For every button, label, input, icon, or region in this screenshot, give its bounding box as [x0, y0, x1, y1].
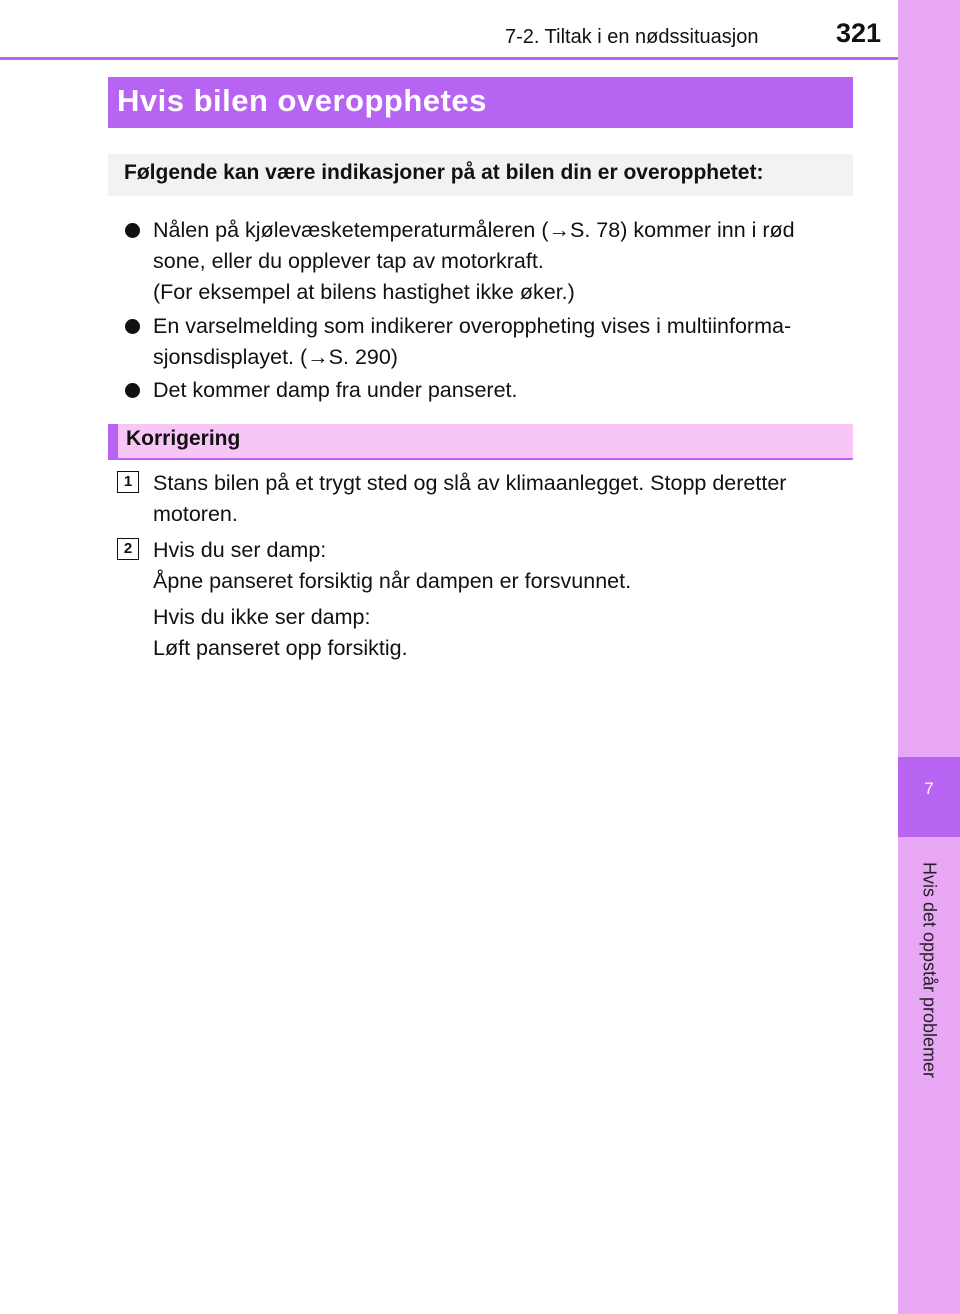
- section-heading-banner: [108, 424, 853, 460]
- text-line: sone, eller du opplever tap av motorkraft.: [153, 249, 544, 273]
- step-number-badge: 2: [117, 538, 139, 560]
- text-line: Åpne panseret forsiktig når dampen er forsvunnet.: [153, 569, 632, 593]
- text-line: Hvis du ikke ser damp:: [153, 605, 371, 629]
- intro-box: [108, 154, 853, 196]
- section-heading-underline: [108, 458, 853, 460]
- title-banner: [108, 77, 853, 128]
- text-line: Løft panseret opp forsiktig.: [153, 636, 408, 660]
- chapter-title: Hvis det oppstår problemer: [919, 861, 940, 1079]
- bullet-dot-icon: [125, 383, 140, 398]
- section-heading-accent: [108, 424, 118, 460]
- chapter-number-block: [898, 757, 960, 837]
- bullet-dot-icon: [125, 319, 140, 334]
- text-line: Stans bilen på et trygt sted og slå av klimaanlegget. Stopp deretter: [153, 471, 787, 495]
- text-line: (For eksempel at bilens hastighet ikke øker.): [153, 280, 575, 304]
- text-line: En varselmelding som indikerer overoppheting vises i multiinforma-: [153, 314, 792, 338]
- bullet-dot-icon: [125, 223, 140, 238]
- chapter-number: 7: [924, 779, 934, 798]
- intro-text: Følgende kan være indikasjoner på at bilen din er overopphetet:: [124, 161, 764, 184]
- section-path: 7-2. Tiltak i en nødssituasjon: [505, 26, 759, 48]
- page-title: Hvis bilen overopphetes: [117, 83, 487, 118]
- section-heading: Korrigering: [126, 427, 241, 450]
- text-line: sjonsdisplayet. (→S. 290): [153, 345, 398, 369]
- header-divider: [0, 57, 898, 60]
- text-line: Det kommer damp fra under panseret.: [153, 378, 518, 402]
- chapter-side-tab: [898, 0, 960, 1314]
- page-number: 321: [836, 18, 882, 48]
- text-line: Nålen på kjølevæsketemperaturmåleren (→S. 78) kommer inn i rød: [153, 218, 795, 242]
- text-line: motoren.: [153, 502, 238, 526]
- step-number-badge: 1: [117, 471, 139, 493]
- text-line: Hvis du ser damp:: [153, 538, 327, 562]
